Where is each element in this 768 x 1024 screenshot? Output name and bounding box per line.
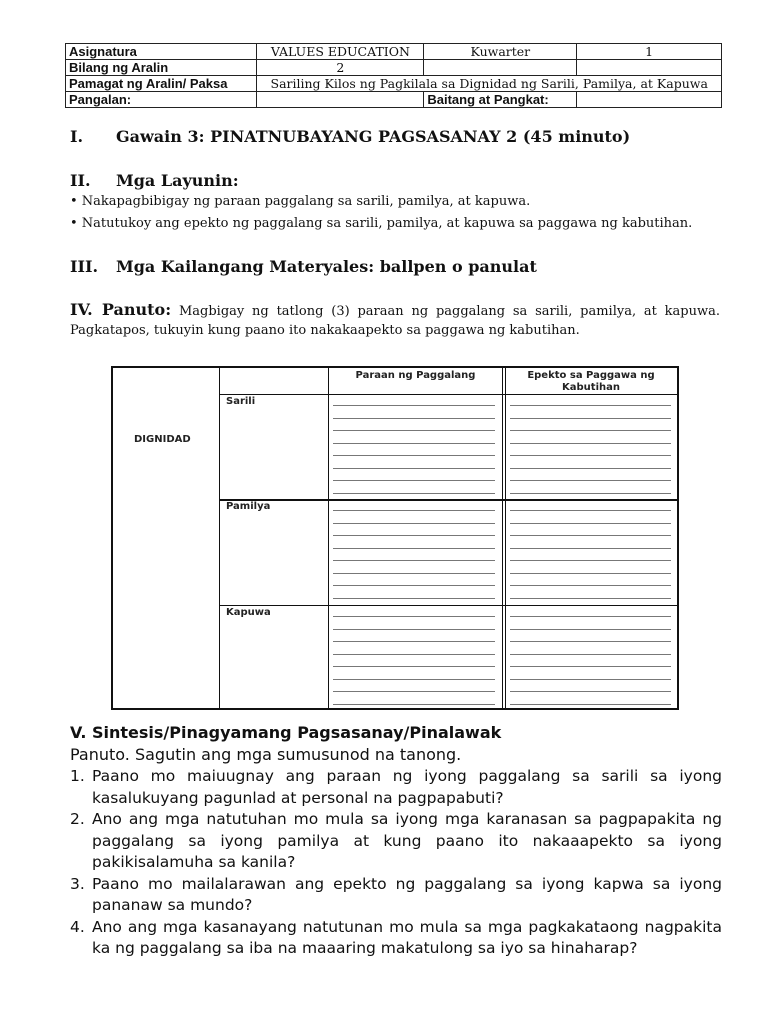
kuwarter-label: Kuwarter [424, 44, 577, 60]
section-1-number: I. [70, 127, 84, 146]
answer-line [510, 523, 671, 524]
answer-line [333, 455, 495, 456]
question-item [70, 766, 722, 809]
answer-line [333, 523, 495, 524]
section-4-instructions [70, 300, 720, 340]
answer-line [333, 405, 495, 406]
column-header-epekto: Epekto sa Paggawa ng Kabutihan [527, 370, 655, 393]
worksheet-grid [111, 366, 679, 710]
objective-item: • Natutukoy ang epekto ng paggalang sa sarili, pamilya, at kapuwa sa paggawa ng kabutihan. [70, 216, 693, 231]
section-3-title: Mga Kailangang Materyales: ballpen o panulat [116, 257, 537, 276]
pangalan-field[interactable] [257, 92, 424, 108]
asignatura-label: Asignatura [66, 44, 257, 60]
question-item [70, 917, 722, 960]
answer-line [333, 535, 495, 536]
row-label-sarili: Sarili [226, 396, 256, 407]
section-4-text: Magbigay ng tatlong (3) paraan ng paggalang sa sarili, pamilya, at kapuwa. Pagkatapos, tukuyin kung paano ito nakakaapekto sa paggawa ng kabutihan. [70, 304, 721, 338]
answer-line [333, 641, 495, 642]
answer-line [510, 641, 671, 642]
grid-divider [219, 605, 677, 606]
section-4-lead: IV. Panuto: [70, 300, 172, 319]
kuwarter-value: 1 [577, 44, 722, 60]
baitang-label: Baitang at Pangkat: [424, 92, 577, 108]
grid-divider [328, 368, 329, 708]
answer-line [333, 573, 495, 574]
header-row-bilang [66, 60, 722, 76]
answer-line [510, 573, 671, 574]
section-2-heading [70, 171, 239, 190]
grid-divider [219, 368, 220, 708]
answer-line [510, 585, 671, 586]
answer-line [510, 616, 671, 617]
answer-line [333, 704, 495, 705]
answer-line [333, 666, 495, 667]
answer-line [510, 666, 671, 667]
section-3-number: III. [70, 257, 99, 276]
answer-line [333, 616, 495, 617]
answer-line [333, 560, 495, 561]
question-list [70, 766, 722, 960]
question-text: Paano mo mailalarawan ang epekto ng paggalang sa iyong kapwa sa iyong pananaw sa mundo? [92, 874, 722, 914]
section-5-title: V. Sintesis/Pinagyamang Pagsasanay/Pinalawak [70, 723, 502, 742]
question-item [70, 809, 722, 874]
answer-line [333, 654, 495, 655]
pamagat-label: Pamagat ng Aralin/ Paksa [66, 76, 257, 92]
answer-line [333, 691, 495, 692]
question-number: 4. [70, 917, 85, 936]
answer-line [510, 468, 671, 469]
answer-line [510, 405, 671, 406]
bilang-label: Bilang ng Aralin [66, 60, 257, 76]
section-3-heading [70, 257, 537, 276]
grid-divider [219, 499, 677, 501]
answer-line [510, 455, 671, 456]
question-text: Ano ang mga natutuhan mo mula sa iyong mga karanasan sa pagpapakita ng paggalang sa iyong pamilya at kung paano ito nakaaapekto sa iyong pakikisalamuha sa kanila? [92, 810, 722, 871]
header-row-asignatura [66, 44, 722, 60]
dignidad-label: DIGNIDAD [134, 434, 191, 445]
answer-line [510, 691, 671, 692]
answer-line [510, 430, 671, 431]
answer-line [333, 679, 495, 680]
answer-line [510, 535, 671, 536]
answer-line [333, 548, 495, 549]
bilang-value: 2 [257, 60, 424, 76]
answer-line [333, 629, 495, 630]
answer-line [333, 585, 495, 586]
answer-line [510, 493, 671, 494]
answer-line [333, 430, 495, 431]
section-2-title: Mga Layunin: [116, 171, 239, 190]
answer-line [333, 480, 495, 481]
question-number: 1. [70, 767, 85, 785]
answer-line [510, 598, 671, 599]
asignatura-value: VALUES EDUCATION [257, 44, 424, 60]
row-label-pamilya: Pamilya [226, 501, 271, 512]
grid-divider [219, 394, 677, 395]
question-item [70, 874, 722, 917]
answer-line [333, 418, 495, 419]
question-text: Ano ang mga kasanayang natutunan mo mula sa mga pagkakataong nagpakita ka ng paggalang sa iba na maaaring makatulong sa iyo sa hinaharap? [92, 917, 722, 957]
answer-line [510, 443, 671, 444]
answer-line [510, 480, 671, 481]
grid-divider [502, 368, 503, 708]
column-header-paraan: Paraan ng Paggalang [355, 370, 476, 381]
answer-line [510, 679, 671, 680]
answer-line [333, 598, 495, 599]
pangalan-label: Pangalan: [66, 92, 257, 108]
section-1-heading [70, 127, 630, 146]
header-row-pangalan [66, 92, 722, 108]
baitang-field[interactable] [577, 92, 722, 108]
header-table [65, 43, 722, 108]
grid-divider [505, 368, 506, 708]
header-row-pamagat [66, 76, 722, 92]
section-2-number: II. [70, 171, 91, 190]
answer-line [510, 548, 671, 549]
section-5-instruction: Panuto. Sagutin ang mga sumusunod na tanong. [70, 745, 462, 764]
section-1-title: Gawain 3: PINATNUBAYANG PAGSASANAY 2 (45 minuto) [116, 127, 631, 146]
question-number: 2. [70, 810, 85, 828]
answer-line [333, 443, 495, 444]
question-number: 3. [70, 874, 85, 893]
answer-line [333, 510, 495, 511]
answer-line [510, 418, 671, 419]
empty-cell [424, 60, 577, 76]
pamagat-value: Sariling Kilos ng Pagkilala sa Dignidad ng Sarili, Pamilya, at Kapuwa [257, 76, 722, 92]
answer-line [510, 560, 671, 561]
question-text: Paano mo maiuugnay ang paraan ng iyong paggalang sa sarili sa iyong kasalukuyang pagunlad at personal na pagpapabuti? [92, 767, 722, 807]
objective-item: • Nakapagbibigay ng paraan paggalang sa sarili, pamilya, at kapuwa. [70, 194, 531, 209]
answer-line [333, 493, 495, 494]
answer-line [333, 468, 495, 469]
answer-line [510, 654, 671, 655]
answer-line [510, 704, 671, 705]
answer-line [510, 629, 671, 630]
answer-line [510, 510, 671, 511]
empty-cell [577, 60, 722, 76]
row-label-kapuwa: Kapuwa [226, 607, 271, 618]
